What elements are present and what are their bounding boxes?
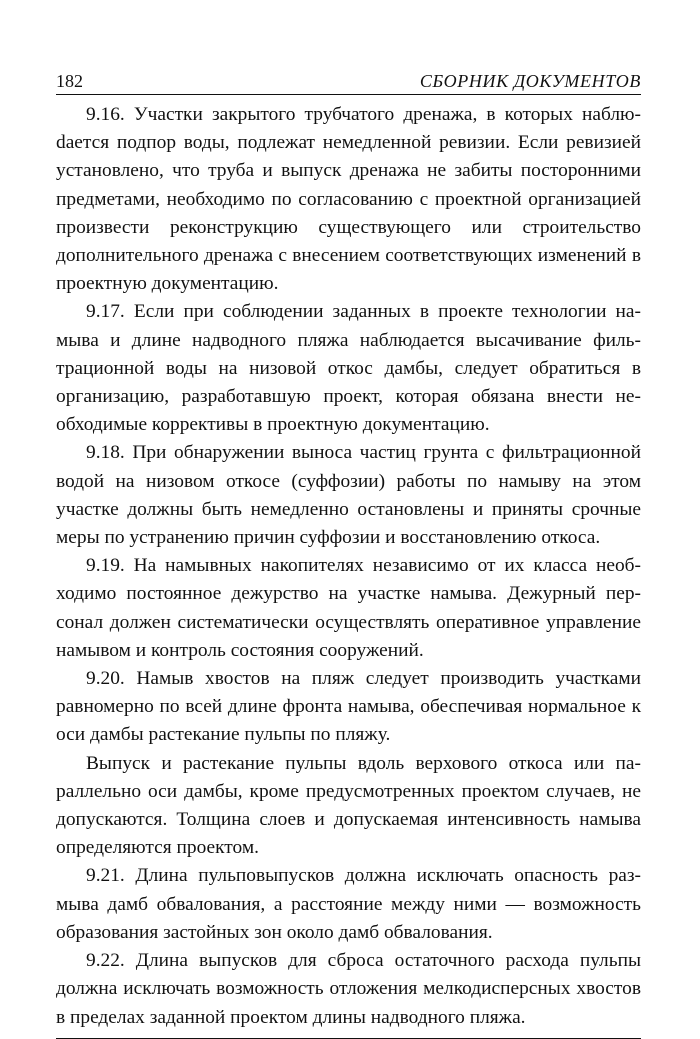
paragraph-9-22: 9.22. Длина выпусков для сброса остаточного расхода пульпы должна исключать возможность отложения мелкодисперсных хвостов в пределах заданной проектом длины надводного пляжа. xyxy=(56,950,641,1028)
running-header xyxy=(56,70,641,95)
document-page xyxy=(56,70,641,1039)
paragraph-9-19: 9.19. На намывных накопителях независимо от их класса необходимо постоянное дежурство на участке намыва. Дежурный персонал должен систематически осуществлять оперативное управление намывом и контроль состояния сооружений. xyxy=(56,555,641,661)
paragraph-9-20: 9.20. Намыв хвостов на пляж следует производить участками равномерно по всей длине фронта намыва, обеспечивая нормальное к оси дамбы растекание пульпы по пляжу. xyxy=(56,668,641,746)
page-number: 182 xyxy=(56,71,83,91)
paragraph-9-16: 9.16. Участки закрытого трубчатого дренажа, в которых наблюdается подпор воды, подлежат немедленной ревизии. Если ревизией установлено, что труба и выпуск дренажа не забиты посторонними предметами, необходимо по согласованию с проектной организацией произвести реконструкцию существующего или строительство дополнительного дренажа с внесением соответствующих изменений в проектную документацию. xyxy=(56,104,641,295)
paragraph-9-21: 9.21. Длина пульповыпусков должна исключать опасность размыва дамб обвалования, а расстояние между ними — возможность образования застойных зон около дамб обвалования. xyxy=(56,865,641,943)
body-text xyxy=(56,101,641,1032)
paragraph-9-17: 9.17. Если при соблюдении заданных в проекте технологии намыва и длине надводного пляжа наблюдается высачивание фильтрационной воды на низовой откос дамбы, следует обратиться в организацию, разработавшую проект, которая обязана внести необходимые коррективы в проектную документацию. xyxy=(56,301,641,436)
paragraph-9-20-continued: Выпуск и растекание пульпы вдоль верхового откоса или параллельно оси дамбы, кроме предусмотренных проектом случаев, не допускаются. Толщина слоев и допускаемая интенсивность намыва определяются проектом. xyxy=(56,752,641,859)
running-title: СБОРНИК ДОКУМЕНТОВ xyxy=(419,71,641,91)
paragraph-9-18: 9.18. При обнаружении выноса частиц грунта с фильтрационной водой на низовом откосе (суффозии) работы по намыву на этом участке должны быть немедленно остановлены и приняты срочные меры по устранению причин суффозии и восстановлению откоса. xyxy=(56,442,641,549)
